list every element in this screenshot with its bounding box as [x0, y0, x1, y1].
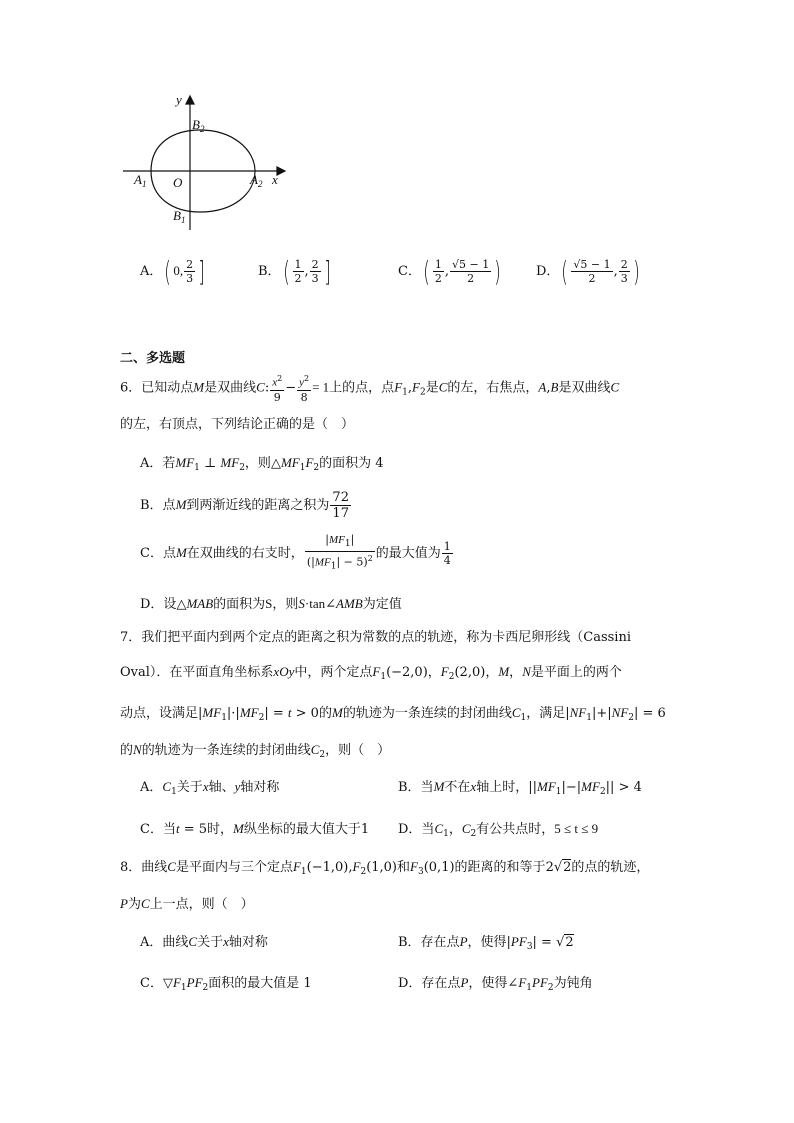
figure-label-b2: $B_2$: [192, 117, 205, 134]
figure-label-y: y: [176, 92, 182, 107]
ellipse-figure: [115, 92, 295, 232]
figure-label-origin: O: [173, 175, 183, 190]
q7-stem-line4: 的N的轨迹为一条连续的封闭曲线$C_2$，则（ ）: [120, 742, 391, 760]
q7-option-c[interactable]: C．当t = 5时，M纵坐标的最大值大于1: [140, 821, 370, 837]
q7-option-d[interactable]: D．当$C_1$，$C_2$有公共点时，5 ≤ t ≤ 9: [398, 821, 599, 839]
q8-stem-line2: P为C上一点，则（ ）: [120, 896, 254, 912]
q6-option-a[interactable]: A．若$MF_1$ ⊥ $MF_2$，则$\triangle MF_1F_2$的面积为 4: [140, 455, 384, 473]
q5-option-a[interactable]: A．( 0, $\frac{2}{3}$ ]: [140, 255, 205, 288]
figure-label-x: x: [272, 172, 278, 187]
q5-option-d[interactable]: D．( $\frac{√5 - 1}{2}$ , $\frac{2}{3}$ ): [536, 255, 640, 288]
q7-stem-line1: 7．我们把平面内到两个定点的距离之积为常数的点的轨迹，称为卡西尼卵形线（Cassini: [120, 630, 631, 645]
q7-option-b[interactable]: B．当M不在x轴上时，$||MF_1|-|MF_2|| > 4$: [398, 779, 642, 797]
y-axis-arrow: [186, 96, 194, 104]
q6-option-d[interactable]: D．设△MAB的面积为S，则S·tan∠AMB为定值: [140, 596, 402, 612]
q6-stem-line1: 6．已知动点M是双曲线C: $\frac{x^2}{9}$ − $\frac{y^2}{8}$ = 1上的点，点$F_1,F_2$是C的左，右焦点，A,B是双曲线C: [120, 374, 620, 404]
q8-option-b[interactable]: B．存在点P，使得$|PF_3| = √2$: [398, 934, 574, 952]
x-axis-arrow: [277, 167, 285, 175]
figure-label-a2: $A_2$: [250, 172, 263, 189]
q8-option-c[interactable]: C．$▽F_1PF_2$面积的最大值是 1: [140, 975, 312, 993]
q6-option-c[interactable]: C．点M在双曲线的右支时， $\frac{|MF_1|}{(|MF_1| - 5)^2}$ 的最大值为 $\frac{1}{4}$: [140, 533, 451, 572]
q7-stem-line3: 动点，设满足$|MF_1|\cdot|MF_2| = t > 0$的M的轨迹为一条连续的封闭曲线$C_1$，满足$|NF_1|+|NF_2| = 6$: [120, 705, 666, 723]
q8-option-a[interactable]: A．曲线C关于x轴对称: [140, 934, 268, 950]
q8-stem-line1: 8．曲线C是平面内与三个定点$F_1(-1,0),F_2(1,0)$和$F_3(0,1)$的距离的和等于2√2的点的轨迹，: [120, 859, 650, 877]
q7-stem-line2: Oval）．在平面直角坐标系xOy中，两个定点$F_1(-2,0)$，$F_2(2,0)$，M，N是平面上的两个: [120, 664, 622, 682]
q8-option-d[interactable]: D．存在点P，使得$\angle F_1PF_2$为钝角: [398, 975, 593, 993]
q5-option-b[interactable]: B．( $\frac{1}{2}$ , $\frac{2}{3}$ ]: [258, 255, 331, 288]
figure-label-b1: $B_1$: [173, 208, 186, 225]
section-title: 二、多选题: [120, 351, 186, 366]
q5-option-c[interactable]: C．( $\frac{1}{2}$ , $\frac{√5 - 1}{2}$ ): [398, 255, 501, 288]
figure-label-a1: $A_1$: [134, 172, 147, 189]
q6-option-b[interactable]: B．点M到两渐近线的距离之积为 $\frac{72}{17}$: [140, 490, 349, 521]
q6-stem-line2: 的左，右顶点，下列结论正确的是（ ）: [120, 417, 355, 432]
q7-option-a[interactable]: A．$C_1$关于x轴、y轴对称: [140, 779, 280, 797]
